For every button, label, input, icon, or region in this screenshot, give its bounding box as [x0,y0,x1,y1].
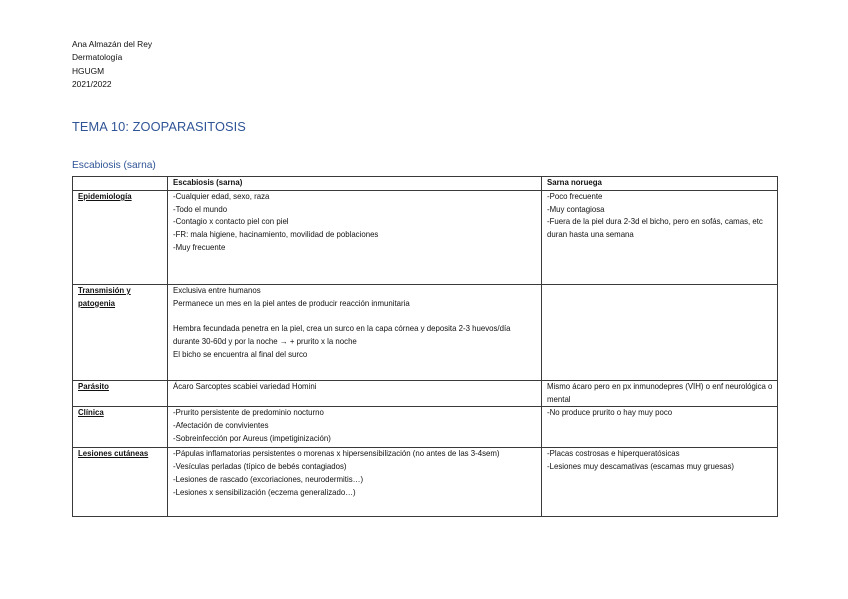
cell-text-line: Epidemiología [78,192,132,201]
table-header-row [73,177,778,191]
table-header-escabiosis: Escabiosis (sarna) [168,177,542,191]
cell-text-line: Exclusiva entre humanos [173,286,261,295]
comparison-table [72,176,778,517]
sarna-noruega-cell [542,285,778,381]
cell-text-line: Clínica [78,408,104,418]
row-label-cell [73,285,168,381]
row-label-cell [73,381,168,407]
subject-name: Dermatología [72,52,123,63]
academic-year: 2021/2022 [72,78,112,89]
sarna-noruega-cell [542,407,778,448]
sarna-noruega-cell [542,448,778,517]
institution-name: HGUGM [72,65,105,76]
cell-text-line: -Lesiones muy descamativas (escamas muy gruesas) [547,462,735,472]
table-body [73,191,778,517]
cell-text-line: El bicho se encuentra al final del surco [173,349,308,359]
sarna-noruega-cell [542,191,778,285]
document-header [72,38,152,91]
cell-text-line: Parásito [78,382,109,391]
escabiosis-cell [168,381,542,407]
cell-text-line: -Todo el mundo [173,204,228,214]
cell-text-line: -Afectación de convivientes [173,421,269,431]
cell-text-line: -Vesículas perladas (típico de bebés contagiados) [173,462,347,472]
cell-text-line: Ácaro Sarcoptes scabiei variedad Homini [173,382,317,391]
cell-text-line: -Placas costrosas e hiperqueratósicas [547,449,680,459]
cell-text-line: -Fuera de la piel dura 2-3d el bicho, pero en sofás, camas, etc duran hasta una semana [547,217,763,240]
cell-text-line: Transmisión y [78,286,131,295]
table-header-sarna-noruega: Sarna noruega [542,177,778,191]
table-row [73,381,778,407]
table-row [73,285,778,381]
escabiosis-cell [168,285,542,381]
cell-text-line: Mismo ácaro pero en px inmunodepres (VIH) o enf neurológica o mental [547,382,773,404]
author-name: Ana Almazán del Rey [72,39,153,49]
blank-line [173,255,537,268]
cell-text-line: -Pápulas inflamatorias persistentes o morenas x hipersensibilización (no antes de las 3-4sem) [173,449,500,459]
cell-text-line: -FR: mala higiene, hacinamiento, movilidad de poblaciones [173,230,379,240]
cell-text-line: -Lesiones x sensibilización (eczema generalizado…) [173,487,356,497]
cell-text-line: -Prurito persistente de predominio nocturno [173,408,324,418]
sarna-noruega-cell [542,381,778,407]
cell-text-line: Permanece un mes en la piel antes de producir reacción inmunitaria [173,298,410,308]
table-row [73,448,778,517]
cell-text-line: -Poco frecuente [547,192,603,201]
row-label-cell [73,407,168,448]
escabiosis-cell [168,407,542,448]
blank-line [173,310,537,323]
cell-text-line: patogenia [78,298,116,308]
table-row [73,191,778,285]
escabiosis-cell [168,448,542,517]
escabiosis-cell [168,191,542,285]
table-header-cell-empty [73,177,168,191]
cell-text-line: -Lesiones de rascado (excoriaciones, neurodermitis…) [173,474,364,484]
cell-text-line: -Sobreinfección por Aureus (impetiginización) [173,433,331,443]
cell-text-line: -Muy contagiosa [547,204,605,214]
row-label-cell [73,191,168,285]
cell-text-line: -Muy frecuente [173,242,226,252]
page-title: TEMA 10: ZOOPARASITOSIS [72,119,246,134]
cell-text-line: Lesiones cutáneas [78,449,149,459]
row-label-cell [73,448,168,517]
cell-text-line: -Contagio x contacto piel con piel [173,217,289,227]
table-row [73,407,778,448]
cell-text-line: -No produce prurito o hay muy poco [547,408,673,418]
section-heading: Escabiosis (sarna) [72,160,156,171]
cell-text-line: -Cualquier edad, sexo, raza [173,192,270,201]
cell-text-line: Hembra fecundada penetra en la piel, crea un surco en la capa córnea y deposita 2-3 huevos/día durante 30-60d y por la noche → + prurito x la noche [173,324,511,346]
